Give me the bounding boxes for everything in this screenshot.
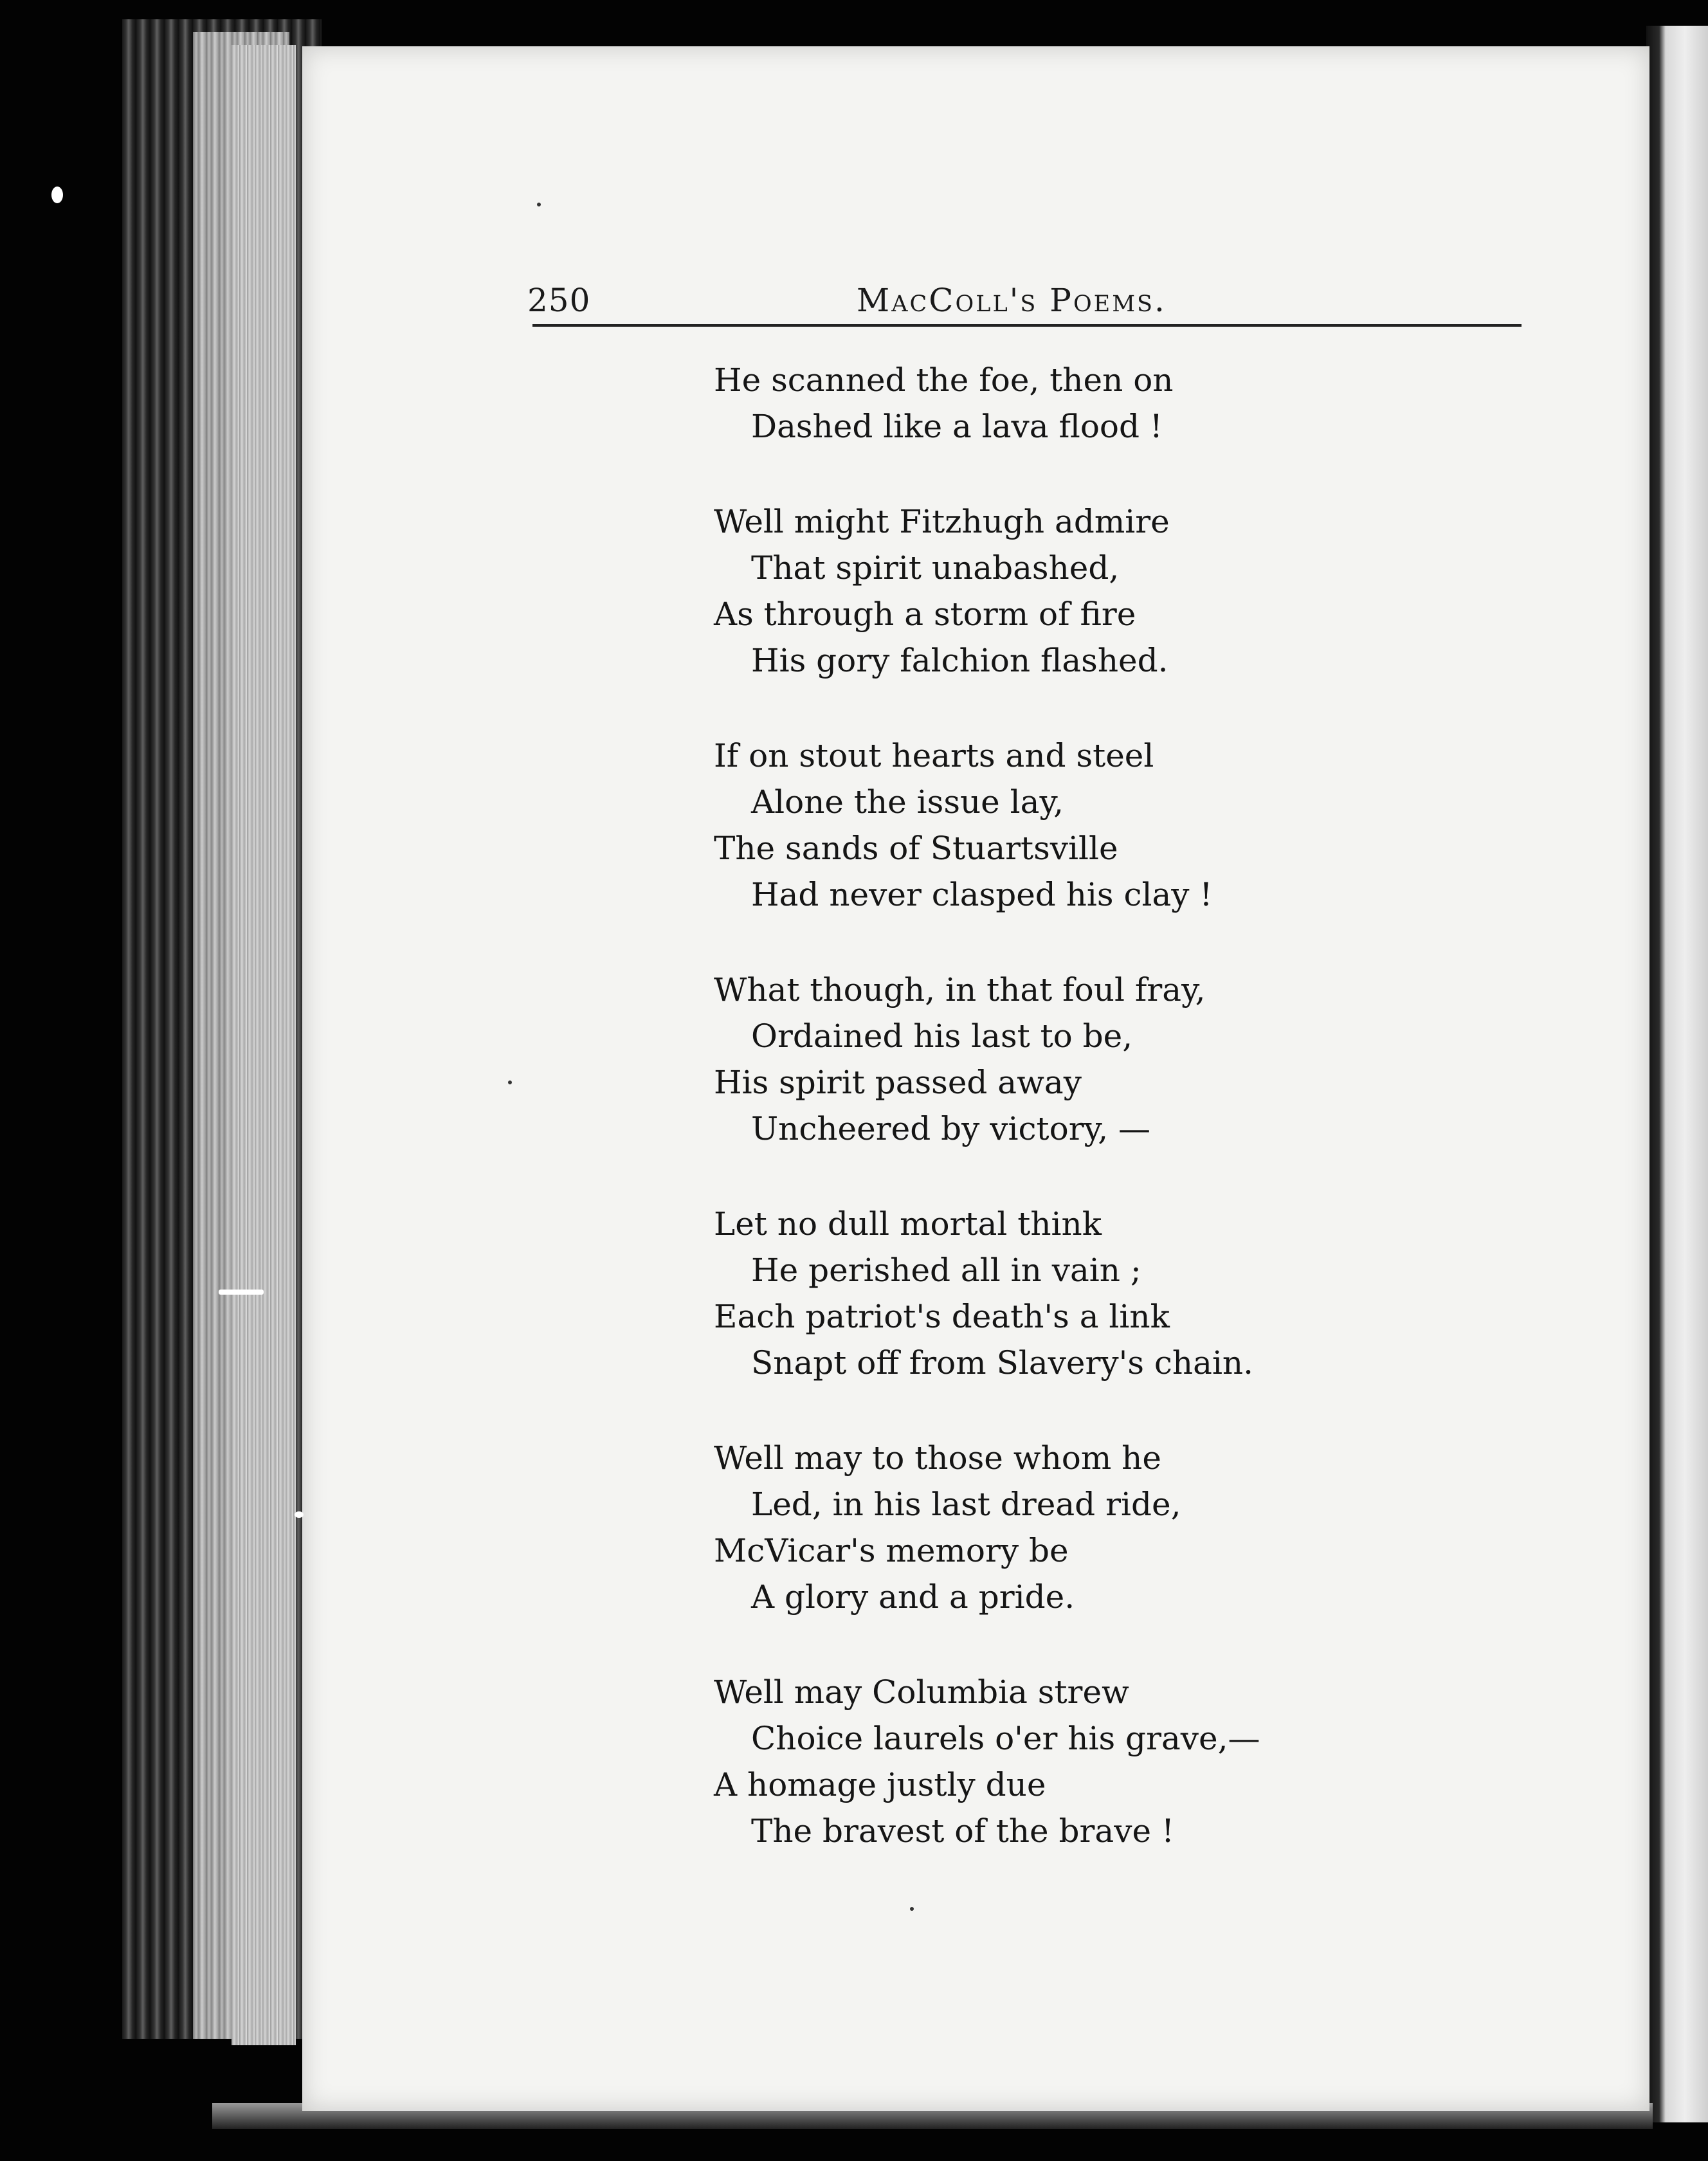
- poem-line: Uncheered by victory, —: [751, 1110, 1150, 1147]
- page-number: 250: [527, 282, 591, 319]
- scan-speck: [51, 187, 63, 203]
- poem-line: Had never clasped his clay !: [751, 876, 1213, 913]
- poem-line: As through a storm of fire: [714, 596, 1136, 633]
- poem-line: A glory and a pride.: [751, 1578, 1075, 1616]
- scan-speck: [508, 1080, 512, 1084]
- poem-line: Each patriot's death's a link: [714, 1298, 1170, 1335]
- poem-line: Well might Fitzhugh admire: [714, 503, 1170, 540]
- poem-line: A homage justly due: [714, 1766, 1046, 1803]
- poem-line: His spirit passed away: [714, 1064, 1082, 1101]
- stanza: [714, 1435, 1357, 1620]
- poem-line: Led, in his last dread ride,: [751, 1486, 1181, 1523]
- poem-line: He scanned the foe, then on: [714, 361, 1174, 399]
- stanza: [714, 498, 1357, 684]
- poem-body: [714, 357, 1357, 1903]
- poem-line: Alone the issue lay,: [751, 783, 1064, 821]
- poem-line: Well may Columbia strew: [714, 1673, 1129, 1711]
- poem-line: Let no dull mortal think: [714, 1205, 1102, 1243]
- poem-line: The bravest of the brave !: [751, 1812, 1175, 1850]
- scan-speck: [219, 1290, 264, 1295]
- poem-line: His gory falchion flashed.: [751, 642, 1168, 679]
- poem-line: Snapt off from Slavery's chain.: [751, 1344, 1254, 1381]
- poem-line: The sands of Stuartsville: [714, 830, 1118, 867]
- poem-line: If on stout hearts and steel: [714, 737, 1154, 774]
- poem-line: He perished all in vain ;: [751, 1252, 1141, 1289]
- poem-line: That spirit unabashed,: [751, 549, 1120, 587]
- poem-line: What though, in that foul fray,: [714, 971, 1206, 1008]
- poem-line: Dashed like a lava flood !: [751, 408, 1163, 445]
- page-header: [527, 282, 1524, 327]
- scan-speck: [295, 1511, 304, 1518]
- scan-speck: [537, 203, 541, 206]
- poem-line: McVicar's memory be: [714, 1532, 1069, 1569]
- next-page-edge: [1646, 26, 1708, 2122]
- running-title: MacColl's Poems.: [857, 282, 1167, 319]
- stanza: [714, 1201, 1357, 1386]
- header-rule: [532, 324, 1522, 327]
- poem-line: Ordained his last to be,: [751, 1017, 1133, 1055]
- poem-line: Choice laurels o'er his grave,—: [751, 1720, 1260, 1757]
- stanza: [714, 357, 1357, 450]
- poem-line: Well may to those whom he: [714, 1439, 1161, 1477]
- stanza: [714, 733, 1357, 918]
- book-page-edges-light-inner: [232, 45, 296, 2045]
- scan-speck: [910, 1907, 914, 1911]
- stanza: [714, 967, 1357, 1152]
- stanza: [714, 1669, 1357, 1854]
